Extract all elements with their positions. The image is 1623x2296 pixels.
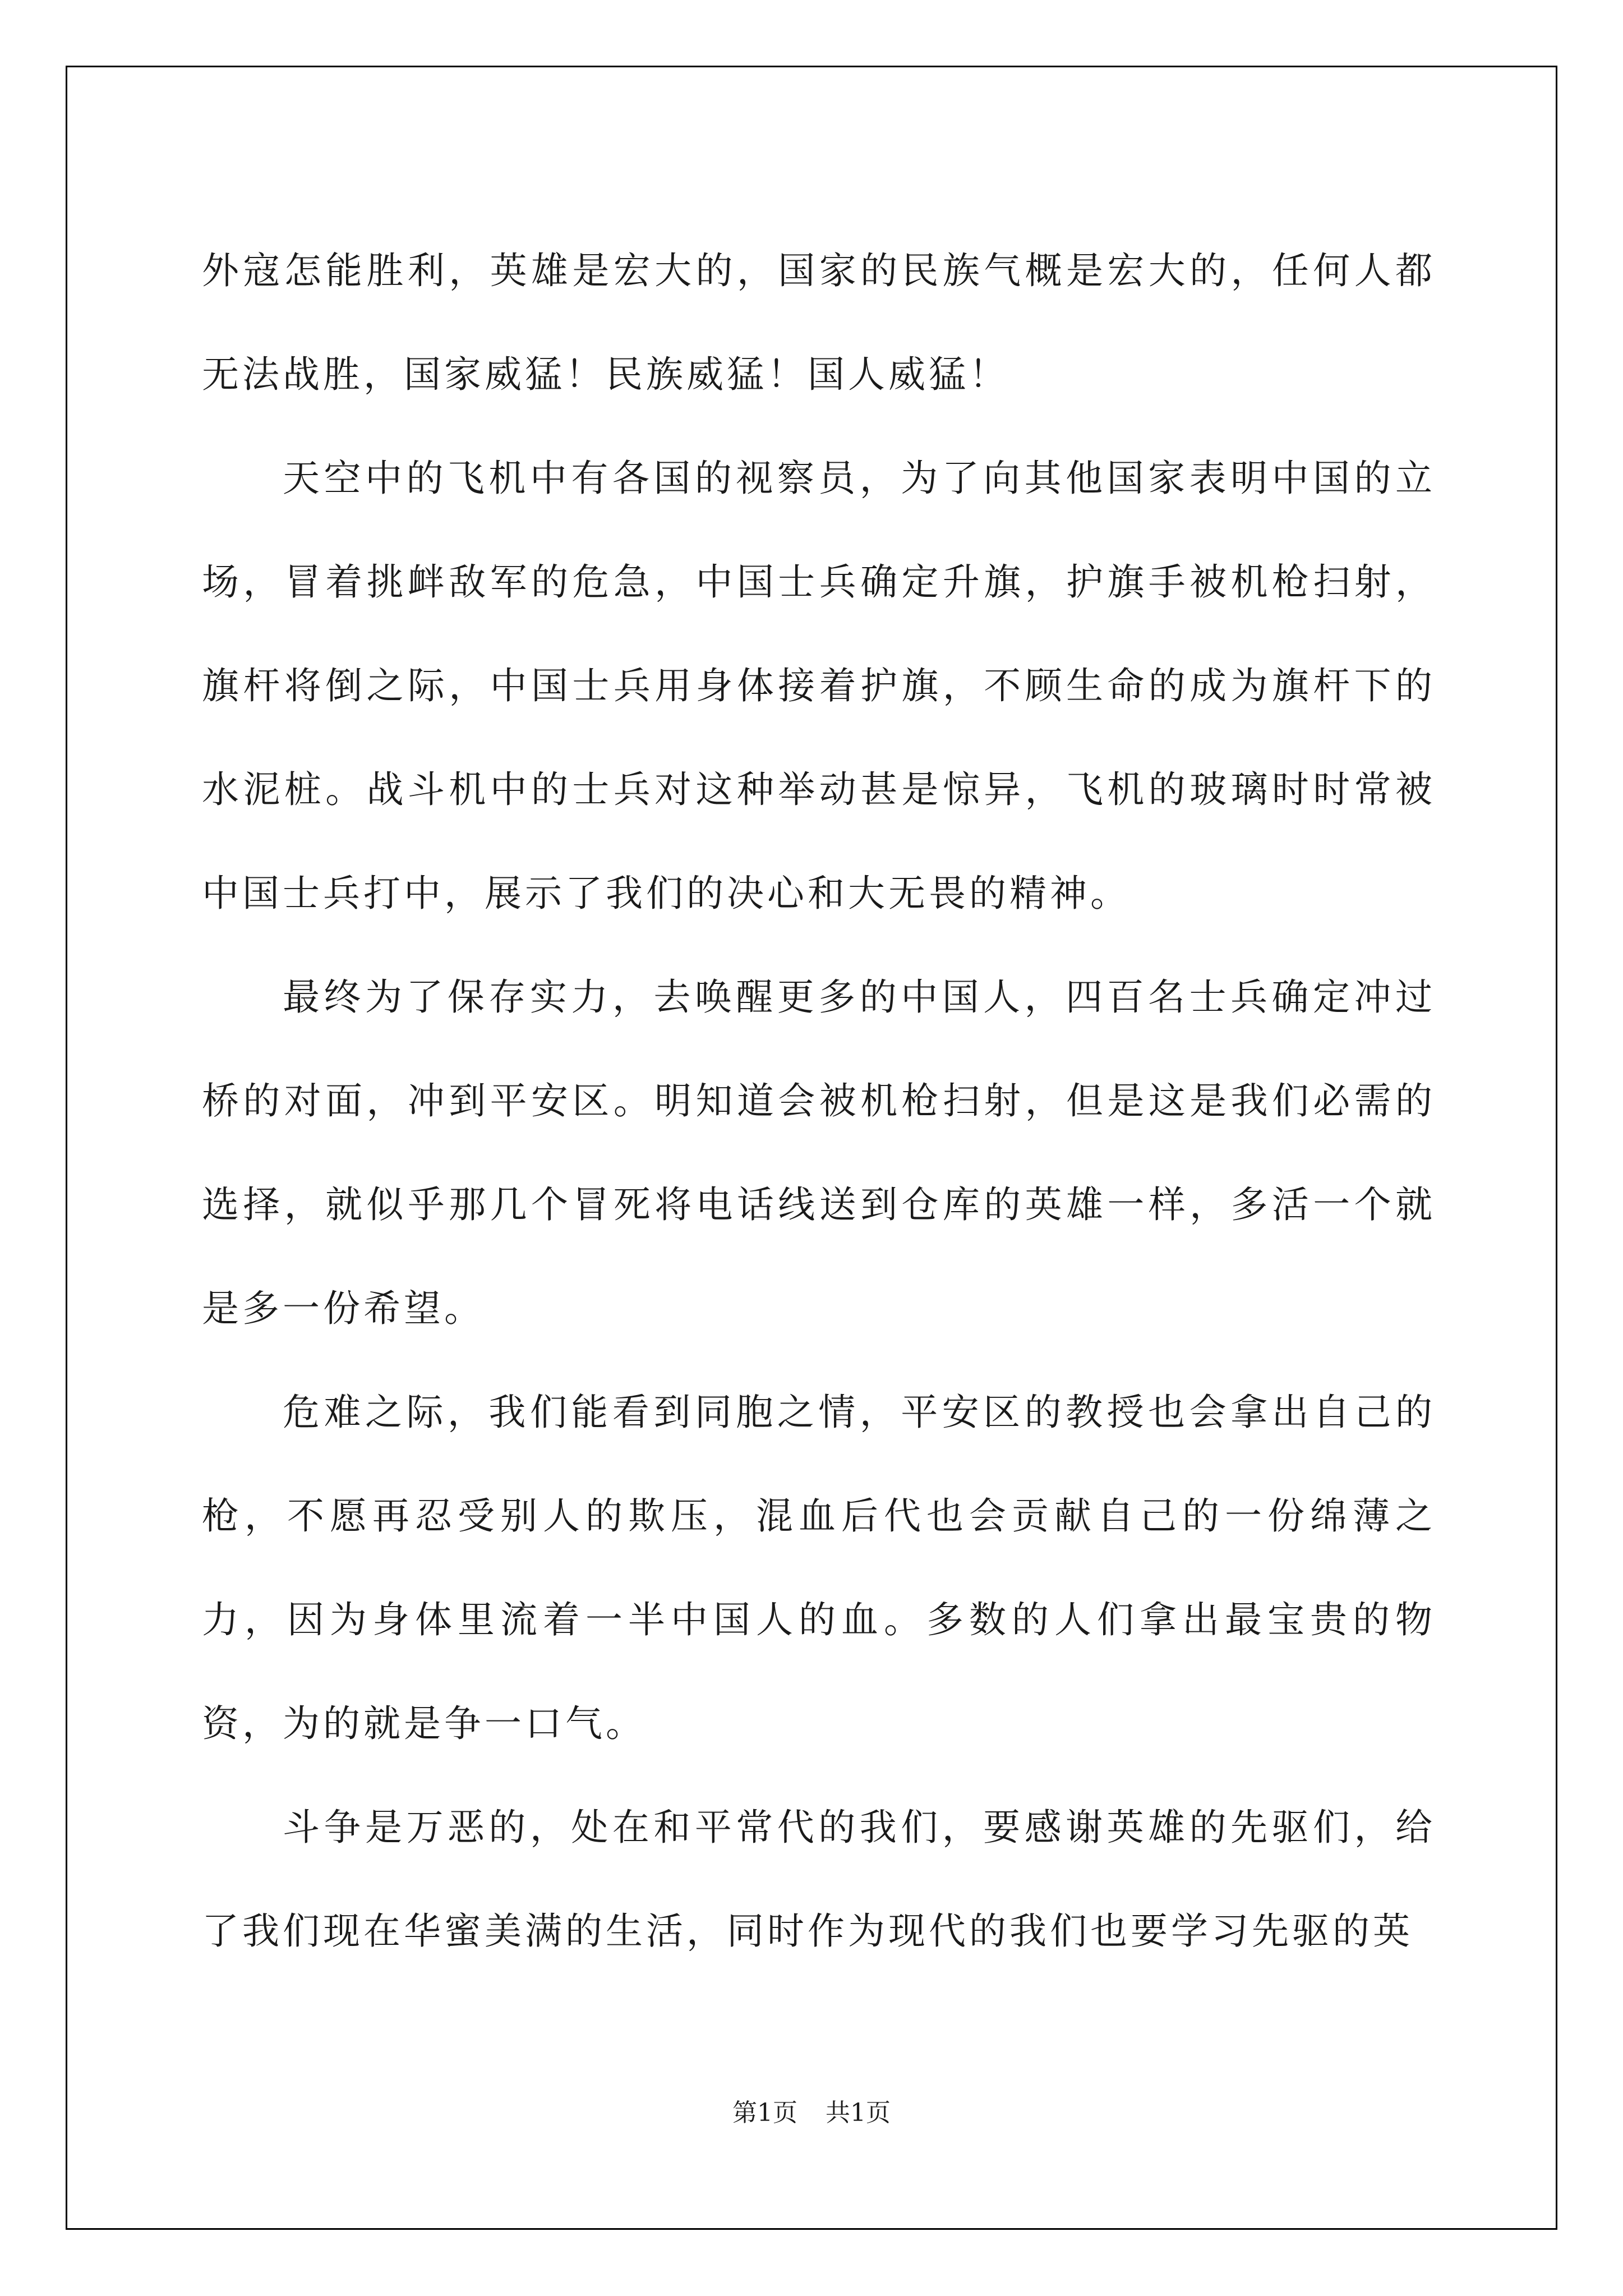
- paragraph-4: 危难之际，我们能看到同胞之情，平安区的教授也会拿出自己的枪，不愿再忍受别人的欺压，混血后代也会贡献自己的一份绵薄之力，因为身体里流着一半中国人的血。多数的人们拿出最宝贵的物资，为的就是争一口气。: [202, 1391, 1436, 1745]
- page-footer: [0, 2092, 1623, 2128]
- paragraph-1: 外寇怎能胜利，英雄是宏大的，国家的民族气概是宏大的，任何人都无法战胜，国家威猛！民族威猛！国人威猛！: [202, 249, 1436, 396]
- paragraph-5: 斗争是万恶的，处在和平常代的我们，要感谢英雄的先驱们，给了我们现在华蜜美满的生活，同时作为现代的我们也要学习先驱的英: [202, 1806, 1436, 1953]
- paragraph-3: 最终为了保存实力，去唤醒更多的中国人，四百名士兵确定冲过桥的对面，冲到平安区。明知道会被机枪扫射，但是这是我们必需的选择，就似乎那几个冒死将电话线送到仓库的英雄一样，多活一个就是多一份希望。: [202, 976, 1436, 1330]
- paragraph-2: 天空中的飞机中有各国的视察员，为了向其他国家表明中国的立场，冒着挑衅敌军的危急，中国士兵确定升旗，护旗手被机枪扫射，旗杆将倒之际，中国士兵用身体接着护旗，不顾生命的成为旗杆下的水泥桩。战斗机中的士兵对这种举动甚是惊异，飞机的玻璃时时常被中国士兵打中，展示了我们的决心和大无畏的精神。: [202, 457, 1436, 915]
- document-body: [202, 219, 1436, 1983]
- page-number: 第1页: [732, 2099, 797, 2127]
- page-total: 共1页: [826, 2099, 891, 2127]
